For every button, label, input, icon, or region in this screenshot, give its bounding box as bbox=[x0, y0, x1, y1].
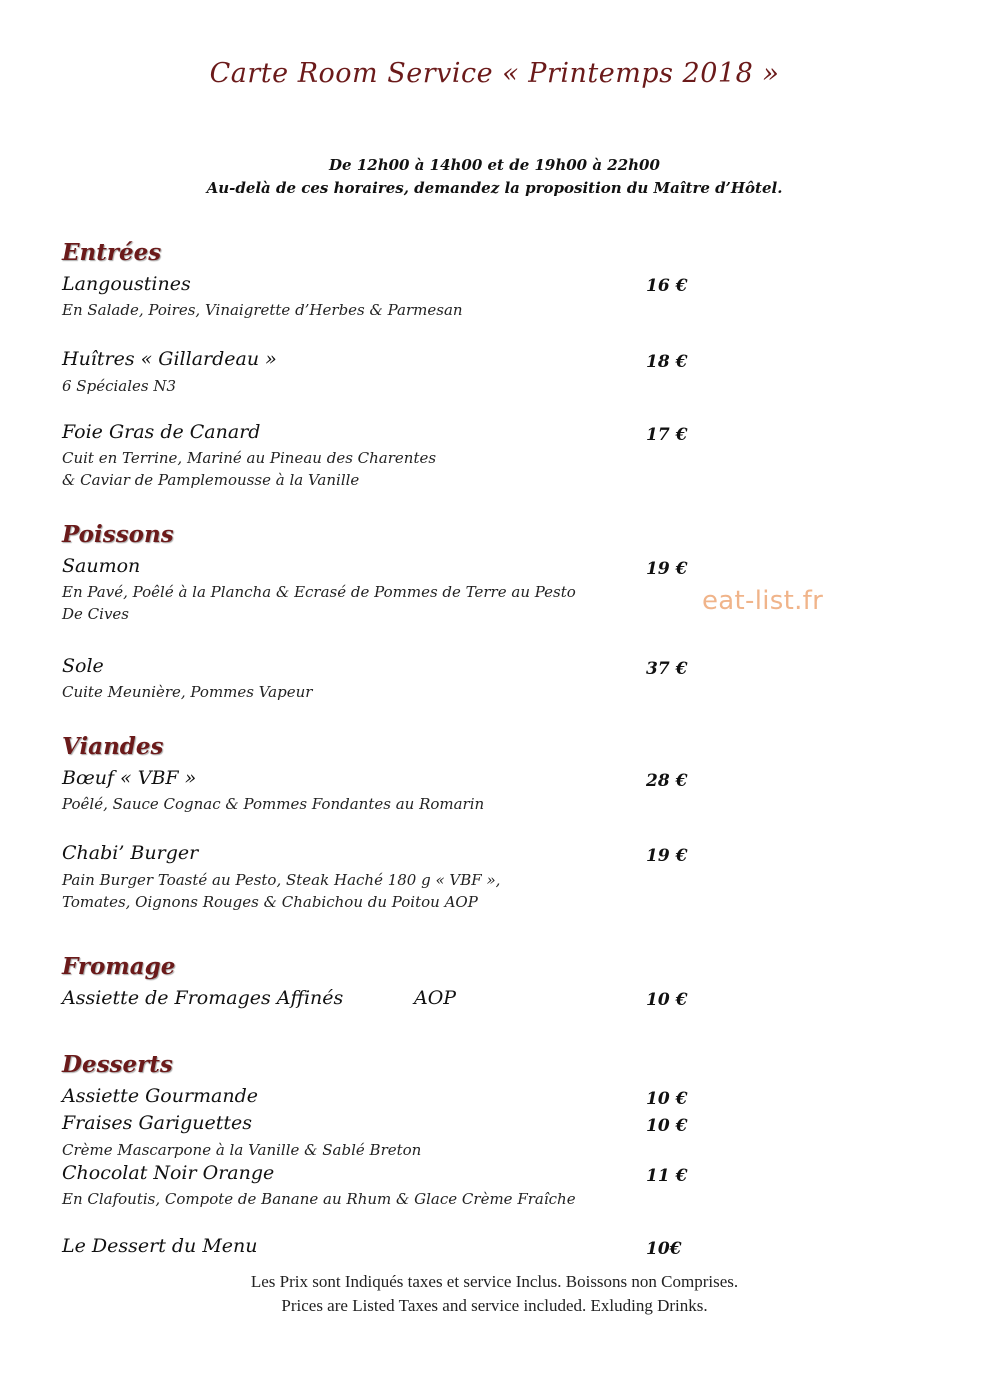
dish-price: 10 € bbox=[646, 1116, 688, 1136]
dish-price: 37 € bbox=[646, 659, 688, 679]
section-heading-poissons: Poissons bbox=[62, 521, 174, 548]
aop-label: AOP bbox=[414, 987, 457, 1009]
dish-description: De Cives bbox=[62, 605, 129, 623]
footer-note-fr: Les Prix sont Indiqués taxes et service Inclus. Boissons non Comprises. bbox=[250, 1272, 739, 1291]
section-heading-fromage: Fromage bbox=[62, 953, 176, 980]
dish-description: Crème Mascarpone à la Vanille & Sablé Breton bbox=[62, 1141, 422, 1159]
section-heading-desserts: Desserts bbox=[62, 1051, 173, 1078]
dish-description: Cuite Meunière, Pommes Vapeur bbox=[62, 683, 313, 701]
section-heading-entrees: Entrées bbox=[62, 239, 162, 266]
hours-note: Au-delà de ces horaires, demandez la proposition du Maître d’Hôtel. bbox=[206, 179, 783, 197]
dish-price: 28 € bbox=[646, 771, 688, 791]
dish-price: 10 € bbox=[646, 990, 688, 1010]
dish-description: En Salade, Poires, Vinaigrette d’Herbes & Parmesan bbox=[62, 301, 463, 319]
watermark: eat-list.fr bbox=[702, 586, 824, 616]
dish-name: Saumon bbox=[62, 555, 141, 577]
dish-description: Tomates, Oignons Rouges & Chabichou du Poitou AOP bbox=[62, 893, 478, 911]
dish-name: Bœuf « VBF » bbox=[62, 767, 197, 789]
dish-description: En Clafoutis, Compote de Banane au Rhum & Glace Crème Fraîche bbox=[62, 1190, 576, 1208]
dish-price: 19 € bbox=[646, 846, 688, 866]
dish-name: Foie Gras de Canard bbox=[62, 421, 261, 443]
dish-price: 10 € bbox=[646, 1089, 688, 1109]
dish-description: Pain Burger Toasté au Pesto, Steak Haché 180 g « VBF », bbox=[62, 871, 501, 889]
dish-name: Sole bbox=[62, 655, 104, 677]
footer-note-en: Prices are Listed Taxes and service included. Exluding Drinks. bbox=[281, 1296, 708, 1315]
dish-description: Poêlé, Sauce Cognac & Pommes Fondantes au Romarin bbox=[62, 795, 485, 813]
dish-name: Assiette Gourmande bbox=[62, 1085, 259, 1107]
dish-price: 19 € bbox=[646, 559, 688, 579]
dish-price: 17 € bbox=[646, 425, 688, 445]
dish-price: 18 € bbox=[646, 352, 688, 372]
section-heading-viandes: Viandes bbox=[62, 733, 164, 760]
dish-name: Assiette de Fromages Affinés bbox=[62, 987, 344, 1009]
dish-name: Chocolat Noir Orange bbox=[62, 1162, 275, 1184]
dish-description: En Pavé, Poêlé à la Plancha & Ecrasé de Pommes de Terre au Pesto bbox=[62, 583, 576, 601]
menu-title: Carte Room Service « Printemps 2018 » bbox=[209, 58, 780, 89]
dish-description: & Caviar de Pamplemousse à la Vanille bbox=[62, 471, 360, 489]
dish-name: Chabi’ Burger bbox=[62, 842, 199, 864]
dish-price: 10€ bbox=[646, 1239, 682, 1259]
dish-name: Langoustines bbox=[62, 273, 191, 295]
hours-line: De 12h00 à 14h00 et de 19h00 à 22h00 bbox=[329, 156, 660, 174]
dish-description: Cuit en Terrine, Mariné au Pineau des Charentes bbox=[62, 449, 437, 467]
dish-name: Fraises Gariguettes bbox=[62, 1112, 253, 1134]
dish-name: Huîtres « Gillardeau » bbox=[62, 348, 277, 370]
dish-name: Le Dessert du Menu bbox=[62, 1235, 258, 1257]
dish-description: 6 Spéciales N3 bbox=[62, 377, 177, 395]
dish-price: 11 € bbox=[646, 1166, 688, 1186]
dish-price: 16 € bbox=[646, 276, 688, 296]
